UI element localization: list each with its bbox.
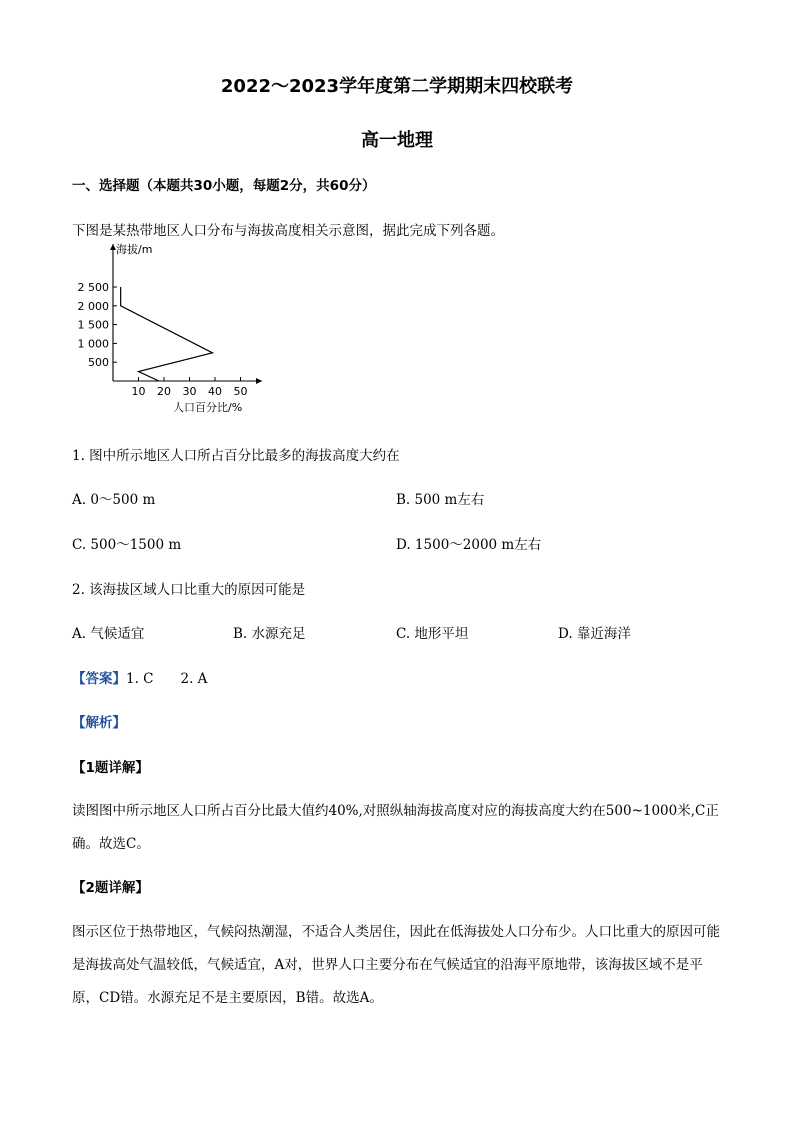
detail-1-label: 【1题详解】 — [72, 760, 149, 776]
detail-2-text: 图示区位于热带地区，气候闷热潮湿，不适合人类居住，因此在低海拔处人口分布少。人口比重大的原因可能是海拔高处气温较低，气候适宜，A对，世界人口主要分布在气候适宜的沿海平原地带，该海拔区域不是平原，CD错。水源充足不是主要原因，B错。故选A。 — [72, 924, 720, 1006]
answer-label: 【答案】 — [72, 671, 126, 687]
document-title: 2022～2023学年度第二学期期末四校联考 — [220, 76, 574, 97]
chart-y-ticks — [78, 281, 118, 369]
q1-option-c: C. 500～1500 m — [72, 537, 182, 553]
chart-x-ticks — [132, 377, 248, 398]
section-heading: 一、选择题（本题共30小题，每题2分，共60分） — [72, 178, 376, 194]
chart-x-axis-label: 人口百分比/% — [173, 401, 243, 414]
subject-title: 高一地理 — [361, 130, 433, 151]
population-altitude-chart — [72, 236, 272, 418]
intro-text: 下图是某热带地区人口分布与海拔高度相关示意图，据此完成下列各题。 — [72, 223, 504, 239]
y-tick-label: 500 — [88, 356, 109, 370]
q1-option-a: A. 0～500 m — [72, 492, 156, 508]
answer-line — [72, 669, 207, 689]
y-tick-label: 1 500 — [77, 318, 109, 332]
y-tick-label: 1 000 — [77, 337, 109, 351]
q1-option-d: D. 1500～2000 m左右 — [396, 537, 542, 553]
x-tick-label: 30 — [182, 385, 197, 398]
detail-1-text: 读图图中所示地区人口所占百分比最大值约40%,对照纵轴海拔高度对应的海拔高度大约在500~1000米,C正确。故选C。 — [72, 803, 719, 852]
x-tick-label: 40 — [208, 385, 222, 398]
y-tick-label: 2 500 — [77, 281, 109, 294]
q2-option-a: A. 气候适宜 — [72, 626, 145, 642]
x-tick-label: 20 — [157, 385, 171, 398]
q2-option-d: D. 靠近海洋 — [558, 626, 631, 642]
answer-values: 1. C 2. A — [126, 671, 208, 687]
chart-axes — [110, 244, 262, 384]
y-tick-label: 2 000 — [77, 299, 109, 313]
analysis-label: 【解析】 — [72, 715, 126, 731]
q2-option-b: B. 水源充足 — [233, 626, 306, 642]
x-tick-label: 50 — [233, 385, 248, 398]
chart-y-axis-label: 海拔/m — [116, 243, 153, 256]
detail-2-label: 【2题详解】 — [72, 880, 149, 896]
question-1-stem: 1. 图中所示地区人口所占百分比最多的海拔高度大约在 — [72, 448, 400, 464]
x-axis-arrow — [256, 378, 262, 384]
q1-option-b: B. 500 m左右 — [396, 492, 485, 508]
x-tick-label: 10 — [131, 385, 146, 398]
chart-series-line — [121, 287, 213, 381]
question-2-stem: 2. 该海拔区域人口比重大的原因可能是 — [72, 582, 306, 598]
q2-option-c: C. 地形平坦 — [396, 626, 469, 642]
